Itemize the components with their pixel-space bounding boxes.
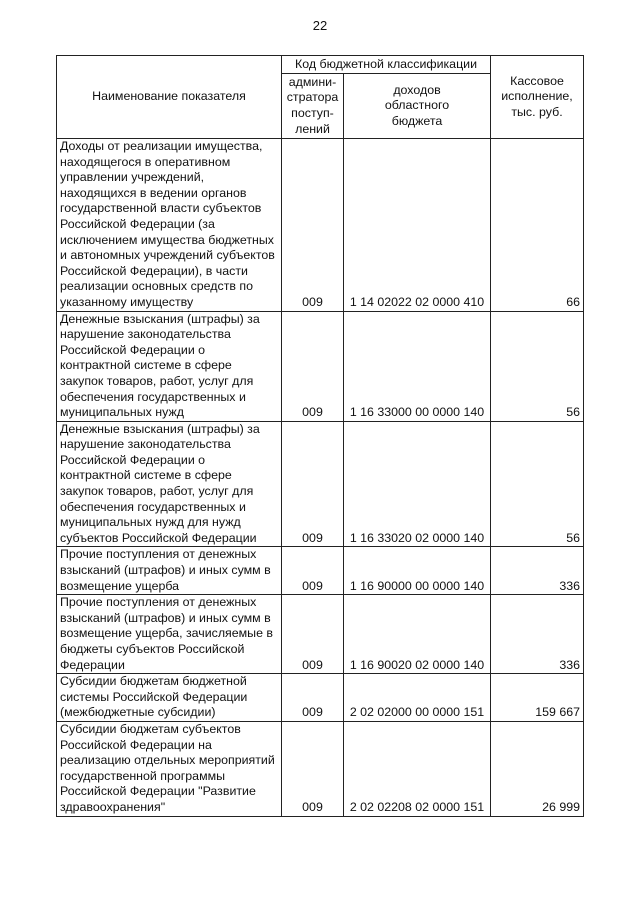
row-income-code: 2 02 02000 00 0000 151 xyxy=(344,674,491,722)
table-row xyxy=(57,311,584,421)
table-header xyxy=(57,56,584,139)
table-row xyxy=(57,721,584,816)
row-income-code: 1 14 02022 02 0000 410 xyxy=(344,139,491,312)
header-name: Наименование показателя xyxy=(57,56,282,139)
row-name: Прочие поступления от денежных взысканий (штрафов) и иных сумм в возмещение ущерба xyxy=(57,547,282,595)
row-amount: 336 xyxy=(491,595,584,674)
row-amount: 159 667 xyxy=(491,674,584,722)
row-admin-code: 009 xyxy=(282,721,344,816)
row-name: Субсидии бюджетам субъектов Российской Федерации на реализацию отдельных мероприятий государственной программы Российской Федерации "Развитие здравоохранения" xyxy=(57,721,282,816)
row-income-code: 1 16 90020 02 0000 140 xyxy=(344,595,491,674)
header-income: доходов областного бюджета xyxy=(344,74,491,139)
table-row xyxy=(57,139,584,312)
row-income-code: 2 02 02208 02 0000 151 xyxy=(344,721,491,816)
header-code-group: Код бюджетной классификации xyxy=(282,56,491,74)
budget-table xyxy=(56,55,584,817)
row-income-code: 1 16 33020 02 0000 140 xyxy=(344,421,491,547)
row-admin-code: 009 xyxy=(282,595,344,674)
row-income-code: 1 16 33000 00 0000 140 xyxy=(344,311,491,421)
header-amount: Кассовое исполнение, тыс. руб. xyxy=(491,56,584,139)
table-row xyxy=(57,421,584,547)
row-amount: 56 xyxy=(491,421,584,547)
row-admin-code: 009 xyxy=(282,311,344,421)
row-admin-code: 009 xyxy=(282,139,344,312)
row-admin-code: 009 xyxy=(282,421,344,547)
row-name: Доходы от реализации имущества, находящегося в оперативном управлении учреждений, находящихся в ведении органов государственной власти субъектов Российской Федерации (за исключением имущества бюджетных и автономных учреждений субъектов Российской Федерации), в части реализации основных средств по указанному имуществу xyxy=(57,139,282,312)
row-name: Субсидии бюджетам бюджетной системы Российской Федерации (межбюджетные субсидии) xyxy=(57,674,282,722)
table-row xyxy=(57,595,584,674)
row-name: Денежные взыскания (штрафы) за нарушение законодательства Российской Федерации о контрактной системе в сфере закупок товаров, работ, услуг для обеспечения государственных и муниципальных нужд для нужд субъектов Российской Федерации xyxy=(57,421,282,547)
row-name: Прочие поступления от денежных взысканий (штрафов) и иных сумм в возмещение ущерба, зачисляемые в бюджеты субъектов Российской Федерации xyxy=(57,595,282,674)
row-amount: 66 xyxy=(491,139,584,312)
table-row xyxy=(57,674,584,722)
page-number: 22 xyxy=(312,18,328,33)
header-admin: админи- стратора поступ- лений xyxy=(282,74,344,139)
row-income-code: 1 16 90000 00 0000 140 xyxy=(344,547,491,595)
row-admin-code: 009 xyxy=(282,547,344,595)
table-row xyxy=(57,547,584,595)
row-amount: 26 999 xyxy=(491,721,584,816)
table-body xyxy=(57,139,584,817)
row-amount: 56 xyxy=(491,311,584,421)
row-name: Денежные взыскания (штрафы) за нарушение законодательства Российской Федерации о контрактной системе в сфере закупок товаров, работ, услуг для обеспечения государственных и муниципальных нужд xyxy=(57,311,282,421)
row-admin-code: 009 xyxy=(282,674,344,722)
row-amount: 336 xyxy=(491,547,584,595)
